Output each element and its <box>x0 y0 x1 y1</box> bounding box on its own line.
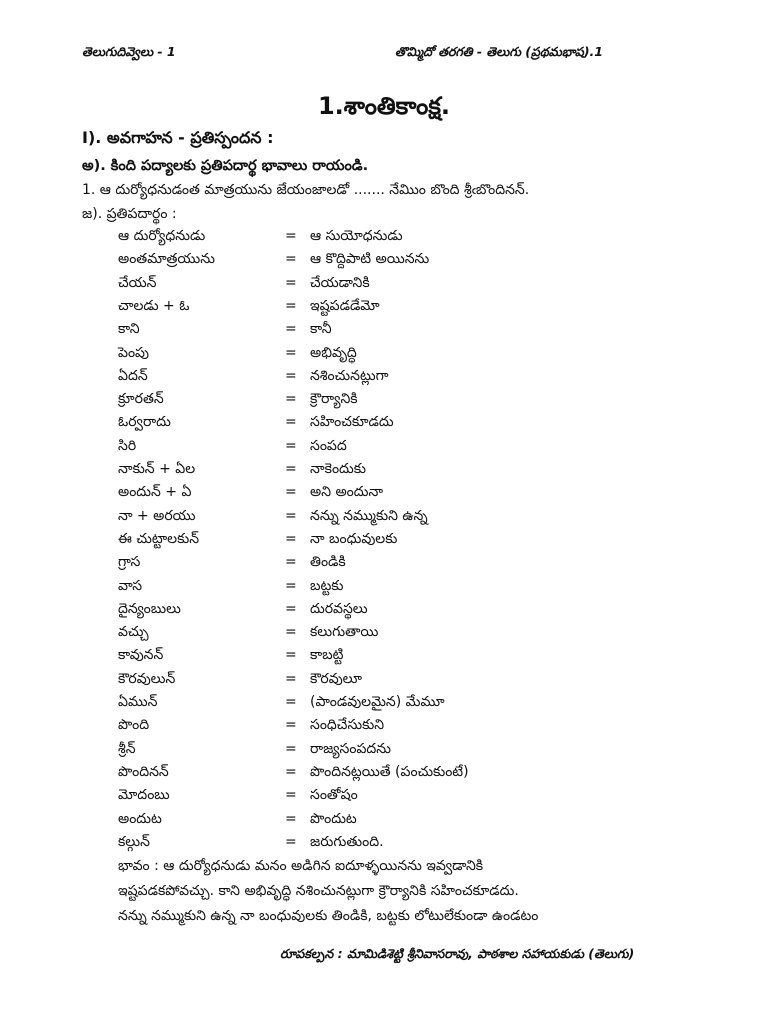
word: అందున్ + ఏ <box>118 484 192 501</box>
meaning: సహించకూడదు <box>310 414 394 431</box>
pratipadartham-heading: జ). ప్రతిపదార్థం : <box>82 206 177 222</box>
equals-sign: = <box>285 321 297 338</box>
meaning: పొందినట్లయితే (పంచుకుంటే) <box>310 763 469 780</box>
equals-sign: = <box>285 833 297 850</box>
word: నాకున్ + ఏల <box>118 461 196 477</box>
footer-credit: రూపకల్పన : మామిడిశెట్టి శ్రీనివాసరావు, పాఠశాల సహాయకుడు (తెలుగు) <box>280 946 635 961</box>
meaning: నాకెందుకు <box>310 461 366 477</box>
word: మోదంబు <box>118 787 170 804</box>
equals-sign: = <box>285 367 297 384</box>
meaning: ఆ కొద్దిపాటి అయినను <box>310 251 430 268</box>
equals-sign: = <box>285 228 297 244</box>
word: పొంది <box>118 717 150 734</box>
meaning: బట్టకు <box>310 577 344 594</box>
word: ఆ దుర్యోధనుడు <box>118 228 206 244</box>
word: ఏదన్ <box>118 367 148 384</box>
verse-line: 1. ఆ దుర్యోధనుడంత మాత్రయును జేయంజాలడో ....... నేమిుం బొంది శ్రీఁబొందినన్. <box>82 182 530 198</box>
word: కావునన్ <box>118 647 164 664</box>
equals-sign: = <box>285 274 297 291</box>
equals-sign: = <box>285 763 297 780</box>
equals-sign: = <box>285 787 297 804</box>
meaning: సంధిచేసుకుని <box>310 717 385 734</box>
word: కాని <box>118 321 140 338</box>
meaning: అభివృద్ధి <box>310 344 357 361</box>
word: అంతమాత్రయును <box>118 251 215 268</box>
equals-sign: = <box>285 484 297 501</box>
meaning: కలుగుతాయి <box>310 624 379 641</box>
meaning: కానీ <box>310 321 332 338</box>
header-right: తొమ్మిదో తరగతి - తెలుగు (ప్రథమభాష).1 <box>395 44 603 59</box>
equals-sign: = <box>285 647 297 664</box>
word: ఏమున్ <box>118 694 158 710</box>
word: కౌరవులున్ <box>118 670 176 687</box>
equals-sign: = <box>285 344 297 361</box>
word: ఈ చుట్టాలకున్ <box>118 530 200 547</box>
equals-sign: = <box>285 600 297 617</box>
equals-sign: = <box>285 507 297 524</box>
equals-sign: = <box>285 624 297 641</box>
equals-sign: = <box>285 554 297 571</box>
section-heading: I). అవగాహన - ప్రతిస్పందన : <box>82 128 274 147</box>
bhavam-line-3: నన్ను నమ్ముకుని ఉన్న నా బంధువులకు తిండికి, బట్టకు లోటులేకుండా ఉండటం <box>118 908 539 924</box>
meaning: నన్ను నమ్ముకుని ఉన్న <box>310 507 428 524</box>
word: పొందినన్ <box>118 763 169 780</box>
word: శ్రీన్ <box>118 740 136 757</box>
word: చాలడు + ఓ <box>118 297 190 314</box>
meaning: దురవస్థలు <box>310 600 368 617</box>
equals-sign: = <box>285 437 297 454</box>
word: నా + అరయు <box>118 507 196 524</box>
equals-sign: = <box>285 670 297 687</box>
meaning: పొందుట <box>310 810 357 827</box>
meaning: కాబట్టి <box>310 647 344 664</box>
word: దైన్యంబులు <box>118 600 181 617</box>
equals-sign: = <box>285 810 297 827</box>
equals-sign: = <box>285 414 297 431</box>
word: గ్రాస <box>118 554 141 571</box>
word: వాస <box>118 577 143 594</box>
word: పెంపు <box>118 344 150 361</box>
equals-sign: = <box>285 740 297 757</box>
equals-sign: = <box>285 461 297 477</box>
meaning: కౌరవులూ <box>310 670 362 687</box>
header-left: తెలుగుదివ్వెలు - 1 <box>82 44 176 59</box>
equals-sign: = <box>285 251 297 268</box>
word: క్రూరతన్ <box>118 391 164 408</box>
meaning: సంపద <box>310 437 347 454</box>
meaning: చేయడానికి <box>310 274 370 291</box>
meaning: (పాండవులమైన) మేమూ <box>310 694 445 710</box>
word: కల్గున్ <box>118 833 150 850</box>
equals-sign: = <box>285 297 297 314</box>
equals-sign: = <box>285 530 297 547</box>
word: అందుట <box>118 810 162 827</box>
meaning: నశించునట్లుగా <box>310 367 389 384</box>
equals-sign: = <box>285 577 297 594</box>
word: సిరి <box>118 437 137 454</box>
meaning: క్రౌర్యానికి <box>310 391 358 408</box>
meaning: నా బంధువులకు <box>310 530 398 547</box>
equals-sign: = <box>285 694 297 710</box>
meaning: రాజ్యసంపదను <box>310 740 391 757</box>
page-title: 1.శాంతికాంక్ష. <box>317 92 450 120</box>
bhavam-line-2: ఇష్టపడకపోవచ్చు. కాని అభివృద్ధి నశించునట్లుగా క్రౌర్యానికి సహించకూడదు. <box>118 883 519 899</box>
meaning: తిండికి <box>310 554 346 571</box>
meaning: ఆ సుయోధనుడు <box>310 228 403 244</box>
meaning: ఇష్టపడడేమో <box>310 297 380 314</box>
meaning: సంతోషం <box>310 787 358 804</box>
word: ఓర్వరాదు <box>118 414 171 431</box>
bhavam-line-1: భావం : ఆ దుర్యోధనుడు మనం అడిగిన ఐదూళ్ళయినను ఇవ్వడానికి <box>118 858 484 874</box>
subsection-heading: అ). కింది పద్యాలకు ప్రతిపదార్థ భావాలు రాయండి. <box>82 158 369 174</box>
meaning: జరుగుతుంది. <box>310 833 384 850</box>
meaning: అని అందునా <box>310 484 384 501</box>
word: వచ్చు <box>118 624 149 641</box>
equals-sign: = <box>285 717 297 734</box>
equals-sign: = <box>285 391 297 408</box>
word: చేయన్ <box>118 274 157 291</box>
